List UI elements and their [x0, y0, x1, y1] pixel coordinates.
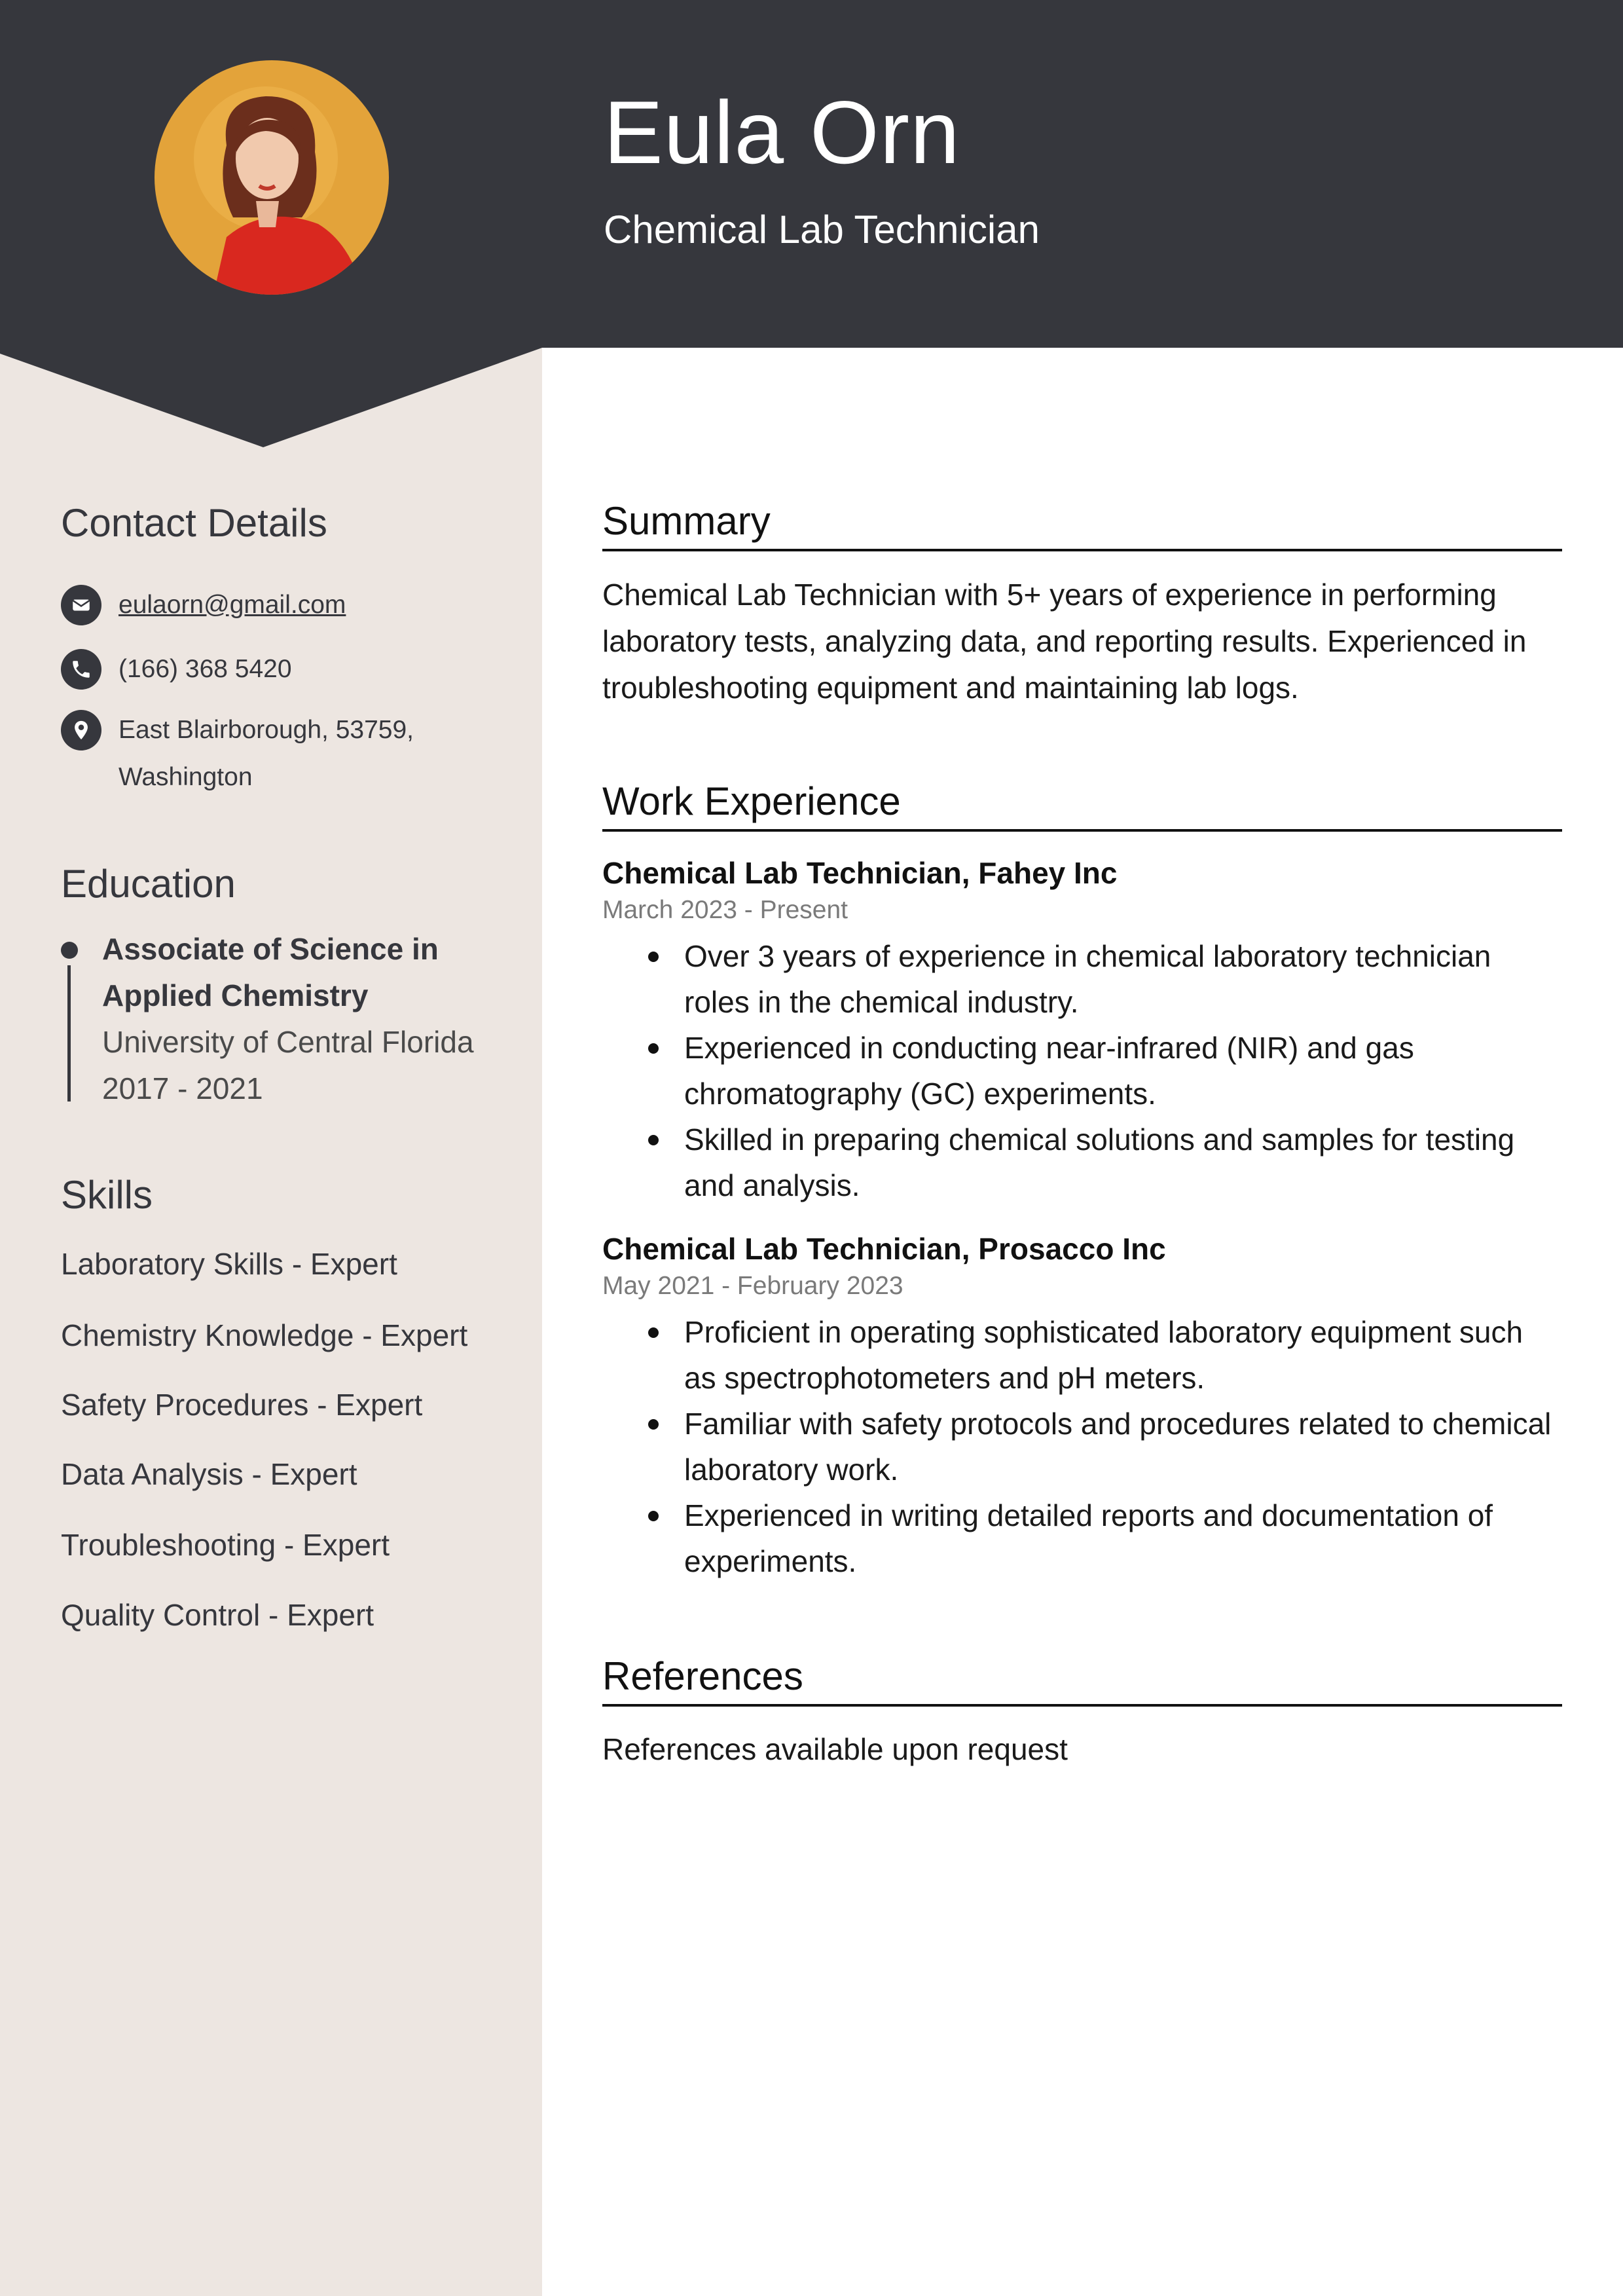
- education-timeline-dot: [61, 942, 78, 959]
- job-dates: March 2023 - Present: [602, 896, 848, 924]
- degree-line-2: Applied Chemistry: [102, 978, 369, 1012]
- location-pin-icon: [61, 710, 101, 750]
- job-title: Chemical Lab Technician, Prosacco Inc: [602, 1232, 1166, 1266]
- summary-heading: Summary: [602, 498, 1562, 551]
- job-bullet: Proficient in operating sophisticated laboratory equipment such as spectrophotometers and pH meters.: [602, 1309, 1562, 1401]
- candidate-title: Chemical Lab Technician: [604, 208, 1040, 251]
- education-entry: [102, 926, 521, 1112]
- contact-email-row: [61, 585, 511, 629]
- skill-item: Laboratory Skills - Expert: [61, 1247, 397, 1281]
- job-bullet: Experienced in writing detailed reports and documentation of experiments.: [602, 1492, 1562, 1584]
- skill-item: Quality Control - Expert: [61, 1598, 374, 1632]
- work-heading: Work Experience: [602, 778, 1562, 832]
- skill-item: Troubleshooting - Expert: [61, 1528, 390, 1562]
- skills-heading: Skills: [61, 1173, 153, 1217]
- school-name: University of Central Florida: [102, 1025, 474, 1059]
- skill-item: Data Analysis - Expert: [61, 1457, 357, 1491]
- address: [119, 707, 511, 801]
- job-bullets: [602, 1309, 1562, 1584]
- job-bullet: Skilled in preparing chemical solutions and samples for testing and analysis.: [602, 1117, 1562, 1208]
- email-link[interactable]: eulaorn@gmail.com: [119, 591, 346, 619]
- education-years: 2017 - 2021: [102, 1071, 263, 1105]
- references-heading: References: [602, 1653, 1562, 1707]
- profile-photo: [155, 60, 389, 295]
- job-dates: May 2021 - February 2023: [602, 1272, 903, 1300]
- contact-address-row: [61, 710, 511, 801]
- address-line-1: East Blairborough, 53759,: [119, 716, 414, 744]
- job-bullet: Experienced in conducting near-infrared (NIR) and gas chromatography (GC) experiments.: [602, 1025, 1562, 1117]
- education-heading: Education: [61, 862, 236, 906]
- education-timeline-line: [67, 965, 71, 1102]
- job-title: Chemical Lab Technician, Fahey Inc: [602, 856, 1118, 890]
- contact-phone-row: [61, 649, 511, 693]
- envelope-icon: [61, 585, 101, 625]
- header-chevron: [0, 341, 542, 449]
- phone-number: (166) 368 5420: [119, 655, 292, 683]
- job-bullet: Over 3 years of experience in chemical laboratory technician roles in the chemical industry.: [602, 933, 1562, 1025]
- candidate-name: Eula Orn: [604, 83, 960, 182]
- degree-line-1: Associate of Science in: [102, 932, 439, 966]
- address-line-2: Washington: [119, 763, 253, 791]
- skill-item: Safety Procedures - Expert: [61, 1388, 423, 1422]
- job-bullet: Familiar with safety protocols and procedures related to chemical laboratory work.: [602, 1401, 1562, 1492]
- job-bullets: [602, 933, 1562, 1208]
- phone-icon: [61, 649, 101, 690]
- summary-text: Chemical Lab Technician with 5+ years of experience in performing laboratory tests, analyzing data, and reporting results. Experienced in troubleshooting equipment and maintaining lab logs.: [602, 578, 1527, 705]
- skill-item: Chemistry Knowledge - Expert: [61, 1318, 468, 1352]
- references-text: References available upon request: [602, 1732, 1068, 1766]
- contact-heading: Contact Details: [61, 501, 327, 545]
